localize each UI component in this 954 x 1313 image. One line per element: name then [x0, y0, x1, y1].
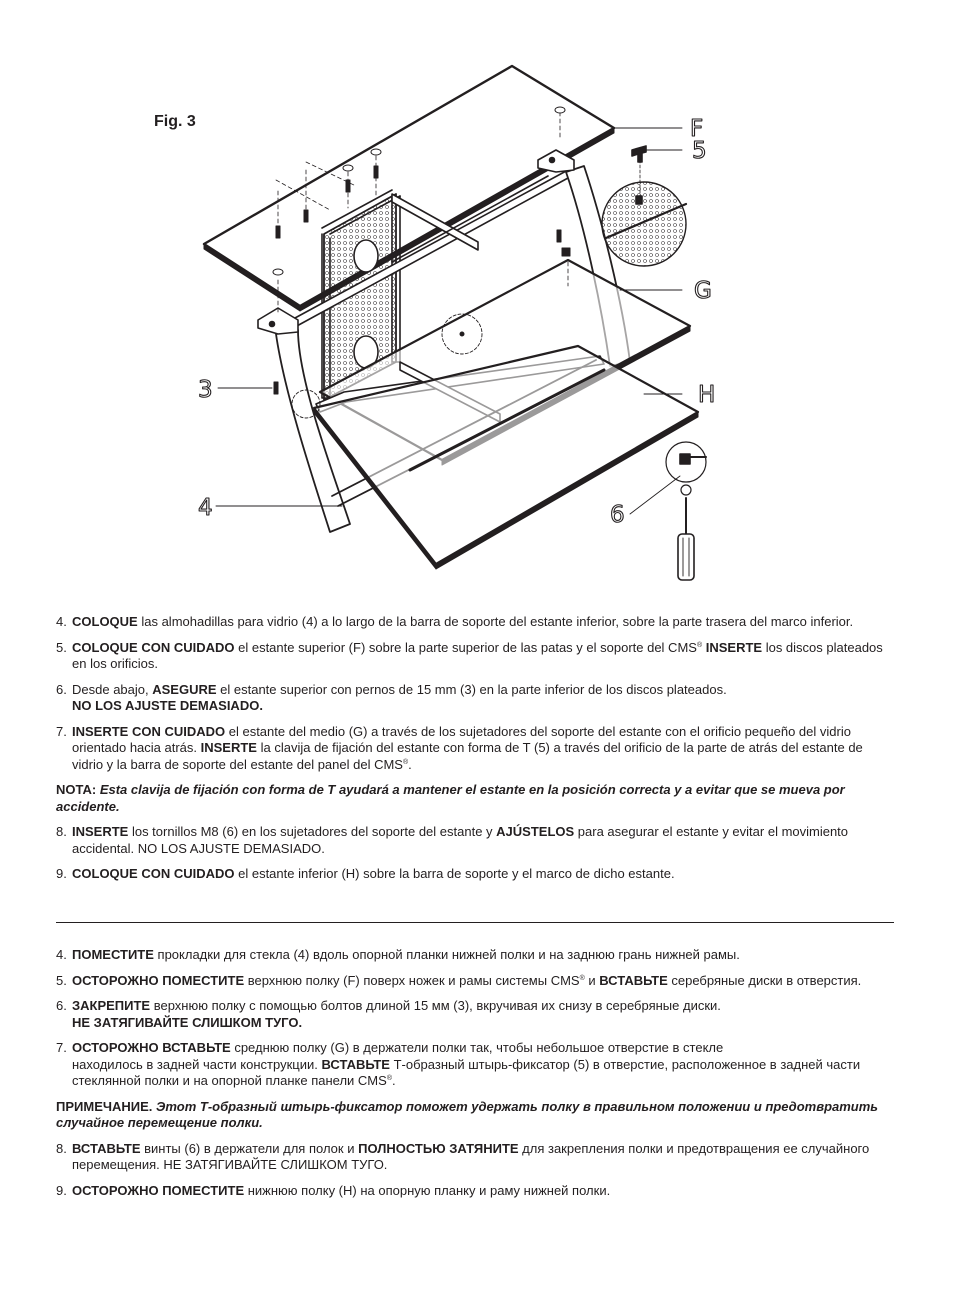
t-pin-detail [602, 146, 686, 266]
text-run: el estante superior con pernos de 15 mm (3) en la parte inferior de los discos plateados. [216, 681, 727, 697]
text-run: находилось в задней части конструкции. [72, 1056, 322, 1072]
step-text [72, 998, 721, 1030]
text-run: винты (6) в держатели для полок и [140, 1140, 359, 1156]
bold-text: ВСТАВЬТЕ [599, 972, 668, 988]
es-step-6 [56, 682, 896, 715]
bold-text: COLOQUE CON CUIDADO [72, 866, 235, 881]
text-run: . [408, 756, 412, 772]
step-number: 6. [56, 998, 67, 1013]
ru-step-5 [56, 973, 896, 990]
note-label: NOTA: [56, 782, 97, 797]
bold-text: ПОМЕСТИТЕ [72, 947, 154, 962]
step-text [72, 724, 863, 772]
text-run: для закрепления полки и предотвращения ее случайного перемещения. НЕ ЗАТЯГИВАЙТЕ СЛИШКОМ ТУГО. [72, 1140, 870, 1172]
step-number: 5. [56, 639, 67, 655]
ru-step-8 [56, 1141, 896, 1174]
text-run: и [584, 972, 600, 988]
bold-text: INSERTE CON CUIDADO [72, 723, 226, 739]
bold-text: ВСТАВЬТЕ [321, 1056, 390, 1072]
text-run: верхнюю полку (F) поверх ножек и рамы системы CMS [244, 972, 580, 988]
registered-mark: ® [696, 641, 703, 649]
text-run: los tornillos M8 (6) en los sujetadores del soporte del estante y [128, 824, 497, 839]
step-text [72, 1183, 610, 1198]
bold-text: ОСТОРОЖНО ПОМЕСТИТЕ [72, 972, 245, 988]
assembly-illustration [0, 0, 954, 600]
text-run: верхнюю полку с помощью болтов длиной 15 мм (3), вкручивая их снизу в серебряные диски. [150, 998, 721, 1013]
step-text [72, 614, 853, 629]
bold-text: ЗАКРЕПИТЕ [72, 998, 151, 1013]
step-text [72, 1040, 860, 1088]
text-run: . [391, 1073, 396, 1088]
callout-h: H [698, 382, 716, 408]
text-run: el estante superior (F) sobre la parte superior de las patas y el soporte del CMS [234, 639, 697, 655]
bold-text: INSERTE [705, 639, 763, 655]
es-step-7 [56, 724, 896, 774]
bold-text: ОСТОРОЖНО ПОМЕСТИТЕ [72, 1182, 245, 1198]
callout-5: 5 [692, 138, 707, 164]
text-run: la clavija de fijación del estante con forma de T (5) a través del orificio de la parte de atrás del estante de vidrio y la barra de soporte del estante del panel del CMS [72, 740, 863, 772]
note-text: Этот Т-образный штырь-фиксатор поможет удержать полку в правильном положении и предотвратить случайное перемещение полки. [56, 1098, 879, 1130]
bold-text: INSERTE [200, 740, 257, 755]
step-number: 4. [56, 947, 67, 962]
step-text [72, 973, 861, 988]
es-step-4 [56, 614, 896, 631]
russian-instructions [56, 947, 896, 1208]
text-run: las almohadillas para vidrio (4) a lo largo de la barra de soporte del estante inferior, sobre la parte trasera del marco inferior. [137, 614, 854, 629]
spanish-instructions [56, 614, 896, 892]
step-text [72, 682, 727, 714]
callout-6: 6 [610, 502, 625, 528]
ru-step-4 [56, 947, 896, 964]
step-number: 8. [56, 824, 67, 839]
text-run: Т-образный штырь-фиксатор (5) в отверстие, расположенное в задней части стеклянной полки и на опорной планке панели CMS [72, 1056, 861, 1088]
step-number: 9. [56, 866, 67, 881]
callout-4: 4 [198, 495, 213, 521]
note-label: ПРИМЕЧАНИЕ. [56, 1098, 153, 1114]
screwdriver-detail [666, 442, 706, 580]
text-run: para asegurar el estante y evitar el movimiento accidental. NO LOS AJUSTE DEMASIADO. [72, 824, 849, 856]
text-run: el estante del medio (G) a través de los sujetadores del soporte del estante con el orificio pequeño del vidrio orientado hacia atrás. [72, 723, 851, 755]
text-run: прокладки для стекла (4) вдоль опорной планки нижней полки и на заднюю грань нижней рамы. [153, 947, 740, 962]
step-number: 6. [56, 681, 67, 697]
step-number: 7. [56, 1040, 67, 1055]
step-number: 7. [56, 723, 67, 739]
text-run: los discos plateados en los orificios. [72, 639, 883, 671]
bold-text: ОСТОРОЖНО ВСТАВЬТЕ [72, 1040, 231, 1055]
es-step-5 [56, 640, 896, 673]
note-text: Esta clavija de fijación con forma de T ayudará a mantener el estante en la posición correcta y a evitar que se mueva por accidente. [56, 782, 845, 814]
registered-mark: ® [402, 758, 409, 766]
bold-text: ПОЛНОСТЬЮ ЗАТЯНИТЕ [358, 1140, 519, 1156]
step-text [72, 1141, 869, 1173]
step-number: 4. [56, 614, 67, 629]
bold-text: NO LOS AJUSTE DEMASIADO. [72, 698, 263, 713]
step-text [72, 947, 740, 962]
text-run: el estante inferior (H) sobre la barra de soporte y el marco de dicho estante. [234, 866, 675, 881]
ru-step-6 [56, 998, 896, 1031]
step-number: 8. [56, 1140, 67, 1156]
ru-step-9 [56, 1183, 896, 1200]
step-number: 9. [56, 1182, 67, 1198]
assembly-figure [0, 0, 954, 600]
callout-f: F [690, 116, 704, 142]
text-run: серебряные диски в отверстия. [667, 972, 862, 988]
section-divider [56, 922, 894, 923]
ru-note [56, 1099, 896, 1132]
bold-text: ASEGURE [152, 681, 217, 697]
es-note [56, 782, 896, 815]
step-text [72, 866, 675, 881]
bold-text: INSERTE [72, 824, 129, 839]
bold-text: COLOQUE [72, 614, 138, 629]
bold-text: ВСТАВЬТЕ [72, 1140, 141, 1156]
es-step-8 [56, 824, 896, 857]
bold-text: COLOQUE CON CUIDADO [72, 639, 235, 655]
callout-3: 3 [198, 377, 213, 403]
figure-title: Fig. 3 [154, 113, 196, 130]
text-run: среднюю полку (G) в держатели полки так, чтобы небольшое отверстие в стекле [230, 1040, 724, 1055]
registered-mark: ® [579, 974, 585, 982]
callout-g: G [694, 278, 712, 304]
step-number: 5. [56, 972, 67, 988]
registered-mark: ® [386, 1075, 392, 1082]
es-step-9 [56, 866, 896, 883]
step-text [72, 640, 883, 672]
step-text [72, 824, 848, 856]
text-run: Desde abajo, [72, 681, 153, 697]
text-run: нижнюю полку (H) на опорную планку и раму нижней полки. [244, 1182, 611, 1198]
bold-text: AJÚSTELOS [496, 824, 575, 839]
bold-text: НЕ ЗАТЯГИВАЙТЕ СЛИШКОМ ТУГО. [72, 1014, 303, 1030]
ru-step-7 [56, 1040, 896, 1090]
